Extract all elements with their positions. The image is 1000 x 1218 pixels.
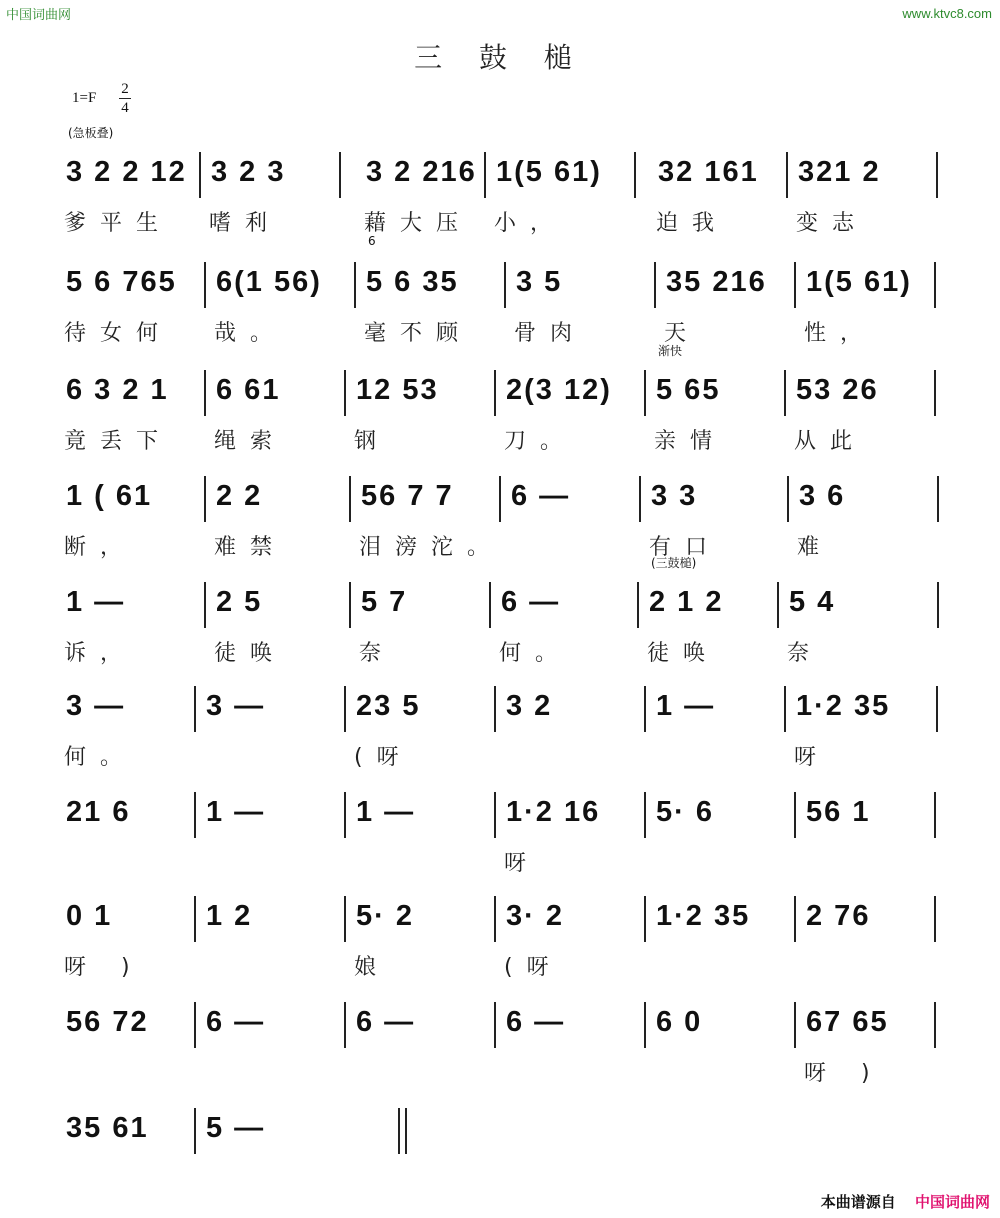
barline [344, 1002, 346, 1048]
barline [777, 582, 779, 628]
barline [204, 370, 206, 416]
notes: 3 2 3 [211, 156, 286, 188]
barline [784, 370, 786, 416]
measure [58, 126, 203, 238]
barline [637, 582, 639, 628]
measure [348, 778, 498, 878]
footer-source-label: 本曲谱源自 [820, 1193, 896, 1211]
measure [58, 356, 208, 456]
barline [494, 792, 496, 838]
notes: 56 7 7 [361, 480, 454, 512]
lyrics: (呀 [354, 745, 413, 770]
lyrics: 钢 [354, 429, 391, 454]
measure [791, 462, 941, 562]
measure [658, 248, 798, 348]
lyrics: 骨肉 [514, 321, 587, 346]
lyrics: 断， [64, 535, 137, 560]
notes: 1 — [356, 796, 416, 828]
barline [934, 792, 936, 838]
measure [648, 988, 798, 1088]
score-row [58, 462, 948, 562]
notes: 56 72 [66, 1006, 149, 1038]
notes: 56 1 [806, 796, 871, 828]
notes: 1 — [66, 586, 126, 618]
measure [648, 344, 788, 456]
measure [198, 672, 348, 772]
score-row [58, 234, 948, 348]
lyrics: 有口 [649, 535, 722, 560]
time-signature [118, 80, 132, 117]
song-title: 三 鼓 槌 [414, 41, 586, 74]
measure [641, 556, 781, 668]
measure [648, 882, 798, 982]
measure [58, 672, 198, 772]
lyrics: 绳索 [214, 429, 287, 454]
measure [798, 778, 938, 878]
barline [199, 152, 201, 198]
measure [498, 672, 648, 772]
barline [354, 262, 356, 308]
notes: 5· 2 [356, 900, 414, 932]
measure [788, 356, 938, 456]
barline [937, 582, 939, 628]
measure [198, 778, 348, 878]
notes: 3 — [66, 690, 126, 722]
notes: 6 61 [216, 374, 281, 406]
lyrics: 难禁 [214, 535, 287, 560]
barline [194, 686, 196, 732]
notes: 5 — [206, 1112, 266, 1144]
barline [937, 476, 939, 522]
notes: 6 — [206, 1006, 266, 1038]
lyrics: 何。 [64, 745, 137, 770]
barline [644, 896, 646, 942]
measure [353, 462, 503, 562]
lyrics: 待女何 [64, 321, 173, 346]
notes: 1(5 61) [806, 266, 912, 298]
lyrics: 呀 [504, 851, 541, 876]
barline [349, 582, 351, 628]
barline [794, 896, 796, 942]
lyrics: 亲情 [654, 429, 727, 454]
score-row [58, 988, 948, 1088]
score-row [58, 126, 948, 238]
notes: 0 1 [66, 900, 113, 932]
measure [198, 988, 348, 1088]
barline [784, 686, 786, 732]
lyrics: 竟丢下 [64, 429, 173, 454]
barline [489, 582, 491, 628]
notes: 2 76 [806, 900, 871, 932]
barline [639, 476, 641, 522]
measure [208, 356, 348, 456]
notes: 5 7 [361, 586, 408, 618]
notes: 1·2 35 [796, 690, 891, 722]
measure [198, 882, 348, 982]
measure [58, 1094, 198, 1194]
footer-source [821, 1191, 990, 1212]
notes: 3 6 [799, 480, 846, 512]
barline [204, 262, 206, 308]
notes: 35 61 [66, 1112, 149, 1144]
lyrics: 迫我 [656, 211, 729, 236]
notes: 6(1 56) [216, 266, 322, 298]
lyrics: (呀 [504, 955, 563, 980]
measure [498, 882, 648, 982]
lyrics: 从此 [794, 429, 867, 454]
barline [494, 370, 496, 416]
notes: 6 0 [656, 1006, 703, 1038]
lyrics: 诉， [64, 641, 137, 666]
measure [798, 882, 938, 982]
notes: 3· 2 [506, 900, 564, 932]
barline [499, 476, 501, 522]
barline [504, 262, 506, 308]
notes: 1(5 61) [496, 156, 602, 188]
measure [788, 672, 940, 772]
notes: 2 2 [216, 480, 263, 512]
measure [648, 778, 798, 878]
measure [58, 778, 198, 878]
measure [58, 568, 208, 668]
notes: 3 2 216 [366, 156, 477, 188]
barline [644, 686, 646, 732]
notes: 5 6 765 [66, 266, 177, 298]
barline [786, 152, 788, 198]
notes: 2 5 [216, 586, 263, 618]
barline [794, 792, 796, 838]
key-signature: 1=F [72, 90, 97, 106]
notes: 32 161 [658, 156, 759, 188]
notes: 6 3 2 1 [66, 374, 169, 406]
notes: 21 6 [66, 796, 131, 828]
notes: 1 — [656, 690, 716, 722]
measure [798, 248, 938, 348]
measure [493, 568, 641, 668]
measure [203, 138, 343, 238]
lyrics: 刀。 [504, 429, 577, 454]
lyrics: 嗜利 [209, 211, 282, 236]
barline [494, 1002, 496, 1048]
barline [194, 1108, 196, 1154]
time-signature-top: 2 [121, 81, 129, 97]
time-signature-bottom: 4 [121, 100, 129, 116]
barline [344, 370, 346, 416]
notes: 1·2 16 [506, 796, 601, 828]
lyrics: 哉。 [214, 321, 287, 346]
barline [634, 152, 636, 198]
notes: 3 5 [516, 266, 563, 298]
lyrics: 变志 [796, 211, 869, 236]
measure [508, 248, 658, 348]
lyrics: 呀 ) [64, 955, 144, 980]
barline [794, 262, 796, 308]
notes: 3 2 [506, 690, 553, 722]
measure [643, 462, 791, 562]
notes: 6 — [501, 586, 561, 618]
lyrics: 徒唤 [647, 641, 720, 666]
notes: 6 — [506, 1006, 566, 1038]
lyrics: 娘 [354, 955, 391, 980]
barline [339, 152, 341, 198]
barline [644, 370, 646, 416]
measure [358, 138, 488, 238]
measure [58, 462, 208, 562]
lyrics: 天 [664, 321, 701, 346]
notes: 3 — [206, 690, 266, 722]
barline [494, 686, 496, 732]
barline [934, 896, 936, 942]
lyrics: 奈 [787, 641, 824, 666]
notes: 1 ( 61 [66, 480, 153, 512]
score-row [58, 1094, 948, 1194]
notes: 5· 6 [656, 796, 714, 828]
score-row [58, 778, 948, 878]
barline [936, 686, 938, 732]
lyrics: 爹平生 [64, 211, 173, 236]
lyrics: 呀 [794, 745, 831, 770]
notes: 1 2 [206, 900, 253, 932]
barline [344, 686, 346, 732]
measure [58, 988, 198, 1088]
measure [353, 568, 493, 668]
notes: 12 53 [356, 374, 439, 406]
measure [650, 138, 790, 238]
measure [208, 568, 353, 668]
barline [194, 1002, 196, 1048]
final-barline [398, 1108, 407, 1154]
lyrics: 难 [797, 535, 834, 560]
measure [348, 356, 498, 456]
barline [194, 896, 196, 942]
score-row [58, 882, 948, 982]
measure [498, 988, 648, 1088]
lyrics: 藉大压 [364, 211, 473, 236]
notes: 1·2 35 [656, 900, 751, 932]
measure [648, 672, 788, 772]
measure [781, 568, 941, 668]
footer-source-site: 中国词曲网 [914, 1193, 990, 1211]
barline [654, 262, 656, 308]
measure [348, 988, 498, 1088]
lyrics: 小， [494, 211, 567, 236]
measure [348, 672, 498, 772]
barline [204, 476, 206, 522]
barline [194, 792, 196, 838]
notes: 5 65 [656, 374, 721, 406]
notes: 23 5 [356, 690, 421, 722]
notes: 53 26 [796, 374, 879, 406]
performance-annotation: 6 [368, 234, 376, 248]
barline [934, 370, 936, 416]
measure [790, 138, 940, 238]
barline [644, 792, 646, 838]
notes: 1 — [206, 796, 266, 828]
measure [503, 462, 643, 562]
performance-annotation: 渐快 [658, 344, 683, 358]
barline [484, 152, 486, 198]
barline [344, 792, 346, 838]
notes: 2 1 2 [649, 586, 724, 618]
watermark-left: 中国词曲网 [6, 8, 72, 23]
notes: 6 — [356, 1006, 416, 1038]
barline [494, 896, 496, 942]
score-row [58, 672, 948, 772]
notes: 6 — [511, 480, 571, 512]
measure [58, 248, 208, 348]
notes: 5 6 35 [366, 266, 459, 298]
notes: 2(3 12) [506, 374, 612, 406]
notes: 5 4 [789, 586, 836, 618]
performance-annotation: (急板叠) [68, 126, 114, 140]
barline [204, 582, 206, 628]
measure [798, 988, 938, 1088]
lyrics: 何。 [499, 641, 572, 666]
measure [198, 1094, 338, 1194]
notes: 3 2 2 12 [66, 156, 187, 188]
notes: 3 3 [651, 480, 698, 512]
measure [208, 462, 353, 562]
barline [787, 476, 789, 522]
notes: 35 216 [666, 266, 767, 298]
lyrics: 徒唤 [214, 641, 287, 666]
lyrics: 奈 [359, 641, 396, 666]
measure [58, 882, 198, 982]
barline [934, 262, 936, 308]
notes: 321 2 [798, 156, 881, 188]
notes: 67 65 [806, 1006, 889, 1038]
measure [348, 882, 498, 982]
measure [498, 356, 648, 456]
watermark-right: www.ktvc8.com [902, 6, 992, 21]
barline [934, 1002, 936, 1048]
score-row [58, 556, 948, 668]
barline [936, 152, 938, 198]
measure [208, 248, 358, 348]
lyrics: 性， [804, 321, 877, 346]
barline [794, 1002, 796, 1048]
barline [344, 896, 346, 942]
score-row [58, 344, 948, 456]
performance-annotation: (三鼓槌) [651, 556, 697, 570]
barline [644, 1002, 646, 1048]
barline [349, 476, 351, 522]
measure [358, 234, 508, 348]
lyrics: 泪滂沱。 [359, 535, 504, 560]
measure [498, 778, 648, 878]
measure [488, 138, 638, 238]
lyrics: 呀 ) [804, 1061, 884, 1086]
lyrics: 毫不顾 [364, 321, 473, 346]
